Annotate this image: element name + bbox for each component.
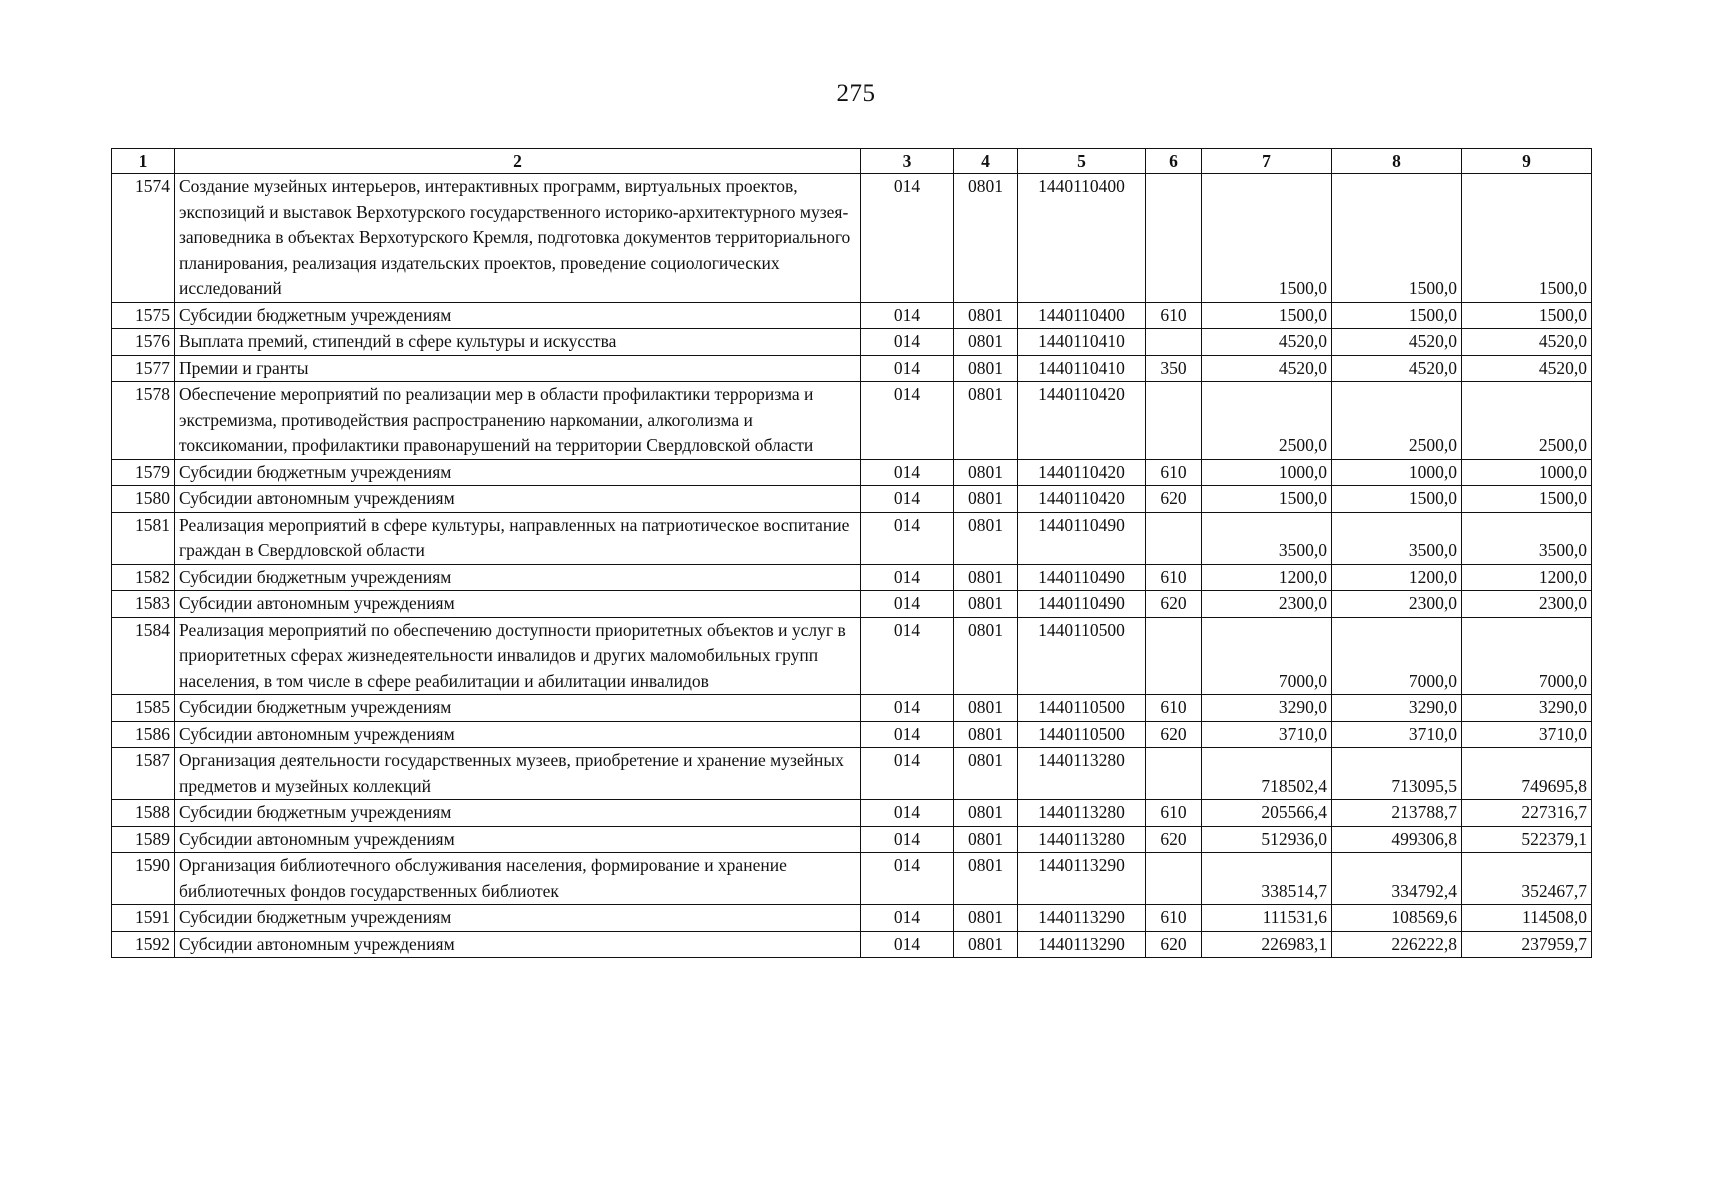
- row-col-9: 237959,7: [1462, 931, 1592, 958]
- row-col-3: 014: [861, 329, 954, 356]
- row-col-8: 108569,6: [1332, 905, 1462, 932]
- row-col-8: 7000,0: [1332, 617, 1462, 695]
- header-col-7: 7: [1202, 149, 1332, 174]
- row-col-8: 713095,5: [1332, 748, 1462, 800]
- row-col-5: 1440113290: [1018, 905, 1146, 932]
- table-row: [112, 382, 1592, 460]
- row-col-6: [1146, 748, 1202, 800]
- row-col-9: 1500,0: [1462, 302, 1592, 329]
- row-number: 1577: [112, 355, 175, 382]
- row-col-5: 1440113290: [1018, 931, 1146, 958]
- row-col-7: 111531,6: [1202, 905, 1332, 932]
- row-name: Создание музейных интерьеров, интерактивных программ, виртуальных проектов, экспозиций и выставок Верхотурского государственного историко-архитектурного музея-заповедника в объектах Верхотурского Кремля, подготовка документов территориального планирования, реализация издательских проектов, проведение социологических исследований: [175, 174, 861, 303]
- row-col-3: 014: [861, 302, 954, 329]
- header-row: [112, 149, 1592, 174]
- row-col-8: 3500,0: [1332, 512, 1462, 564]
- row-name: Субсидии автономным учреждениям: [175, 931, 861, 958]
- row-name: Выплата премий, стипендий в сфере культуры и искусства: [175, 329, 861, 356]
- row-col-9: 3290,0: [1462, 695, 1592, 722]
- row-col-5: 1440110400: [1018, 302, 1146, 329]
- table-row: [112, 302, 1592, 329]
- row-name: Премии и гранты: [175, 355, 861, 382]
- row-col-6: 620: [1146, 486, 1202, 513]
- table-row: [112, 174, 1592, 303]
- row-col-5: 1440113280: [1018, 800, 1146, 827]
- row-col-3: 014: [861, 355, 954, 382]
- budget-table: [111, 148, 1592, 958]
- table-row: [112, 931, 1592, 958]
- row-col-8: 1000,0: [1332, 459, 1462, 486]
- row-col-3: 014: [861, 382, 954, 460]
- row-number: 1585: [112, 695, 175, 722]
- row-col-8: 334792,4: [1332, 853, 1462, 905]
- row-col-5: 1440110500: [1018, 695, 1146, 722]
- row-col-5: 1440110500: [1018, 617, 1146, 695]
- row-name: Обеспечение мероприятий по реализации мер в области профилактики терроризма и экстремизма, противодействия распространению наркомании, алкоголизма и токсикомании, профилактики правонарушений на территории Свердловской области: [175, 382, 861, 460]
- table-row: [112, 617, 1592, 695]
- row-col-4: 0801: [954, 748, 1018, 800]
- table-row: [112, 512, 1592, 564]
- row-col-8: 4520,0: [1332, 329, 1462, 356]
- row-col-7: 226983,1: [1202, 931, 1332, 958]
- row-col-7: 512936,0: [1202, 826, 1332, 853]
- row-col-9: 4520,0: [1462, 329, 1592, 356]
- row-col-7: 1500,0: [1202, 302, 1332, 329]
- header-col-5: 5: [1018, 149, 1146, 174]
- table-row: [112, 329, 1592, 356]
- header-col-9: 9: [1462, 149, 1592, 174]
- row-col-5: 1440110490: [1018, 591, 1146, 618]
- row-col-9: 749695,8: [1462, 748, 1592, 800]
- row-col-6: 610: [1146, 905, 1202, 932]
- row-col-5: 1440110420: [1018, 382, 1146, 460]
- row-col-3: 014: [861, 800, 954, 827]
- row-col-7: 1500,0: [1202, 174, 1332, 303]
- row-name: Субсидии бюджетным учреждениям: [175, 695, 861, 722]
- row-col-6: [1146, 853, 1202, 905]
- row-col-9: 1200,0: [1462, 564, 1592, 591]
- row-col-3: 014: [861, 826, 954, 853]
- row-number: 1591: [112, 905, 175, 932]
- row-col-9: 2500,0: [1462, 382, 1592, 460]
- row-col-4: 0801: [954, 931, 1018, 958]
- row-col-4: 0801: [954, 800, 1018, 827]
- row-name: Организация библиотечного обслуживания населения, формирование и хранение библиотечных фондов государственных библиотек: [175, 853, 861, 905]
- row-col-3: 014: [861, 591, 954, 618]
- row-name: Субсидии автономным учреждениям: [175, 591, 861, 618]
- row-col-3: 014: [861, 931, 954, 958]
- row-col-7: 2500,0: [1202, 382, 1332, 460]
- row-number: 1592: [112, 931, 175, 958]
- row-number: 1580: [112, 486, 175, 513]
- table-row: [112, 486, 1592, 513]
- row-col-9: 1000,0: [1462, 459, 1592, 486]
- row-col-7: 205566,4: [1202, 800, 1332, 827]
- row-col-3: 014: [861, 748, 954, 800]
- row-col-8: 213788,7: [1332, 800, 1462, 827]
- row-col-9: 352467,7: [1462, 853, 1592, 905]
- table-row: [112, 826, 1592, 853]
- row-col-6: 620: [1146, 591, 1202, 618]
- row-col-5: 1440110500: [1018, 721, 1146, 748]
- table-header: [112, 149, 1592, 174]
- row-number: 1581: [112, 512, 175, 564]
- row-col-4: 0801: [954, 695, 1018, 722]
- row-number: 1590: [112, 853, 175, 905]
- row-col-8: 3290,0: [1332, 695, 1462, 722]
- row-col-6: [1146, 174, 1202, 303]
- row-col-4: 0801: [954, 721, 1018, 748]
- row-col-9: 1500,0: [1462, 174, 1592, 303]
- row-col-5: 1440113290: [1018, 853, 1146, 905]
- row-col-7: 7000,0: [1202, 617, 1332, 695]
- row-col-8: 1500,0: [1332, 486, 1462, 513]
- table-row: [112, 800, 1592, 827]
- row-col-9: 227316,7: [1462, 800, 1592, 827]
- header-col-3: 3: [861, 149, 954, 174]
- row-col-6: 610: [1146, 695, 1202, 722]
- row-col-8: 499306,8: [1332, 826, 1462, 853]
- row-number: 1576: [112, 329, 175, 356]
- row-col-6: 620: [1146, 826, 1202, 853]
- row-col-3: 014: [861, 486, 954, 513]
- row-col-7: 4520,0: [1202, 355, 1332, 382]
- row-col-7: 3710,0: [1202, 721, 1332, 748]
- row-name: Субсидии автономным учреждениям: [175, 721, 861, 748]
- row-col-8: 2300,0: [1332, 591, 1462, 618]
- page-number: 275: [836, 80, 876, 107]
- row-col-5: 1440110410: [1018, 329, 1146, 356]
- row-col-5: 1440110410: [1018, 355, 1146, 382]
- row-number: 1574: [112, 174, 175, 303]
- row-col-4: 0801: [954, 853, 1018, 905]
- table-row: [112, 459, 1592, 486]
- row-col-4: 0801: [954, 486, 1018, 513]
- row-col-5: 1440110490: [1018, 564, 1146, 591]
- row-col-4: 0801: [954, 302, 1018, 329]
- header-col-2: 2: [175, 149, 861, 174]
- row-name: Организация деятельности государственных музеев, приобретение и хранение музейных предметов и музейных коллекций: [175, 748, 861, 800]
- row-col-4: 0801: [954, 459, 1018, 486]
- row-col-8: 1500,0: [1332, 174, 1462, 303]
- row-col-9: 3500,0: [1462, 512, 1592, 564]
- row-col-4: 0801: [954, 905, 1018, 932]
- row-col-8: 3710,0: [1332, 721, 1462, 748]
- row-col-4: 0801: [954, 591, 1018, 618]
- header-col-6: 6: [1146, 149, 1202, 174]
- row-name: Субсидии бюджетным учреждениям: [175, 905, 861, 932]
- row-name: Субсидии бюджетным учреждениям: [175, 302, 861, 329]
- row-col-4: 0801: [954, 826, 1018, 853]
- row-col-6: 350: [1146, 355, 1202, 382]
- row-col-9: 1500,0: [1462, 486, 1592, 513]
- row-col-7: 3290,0: [1202, 695, 1332, 722]
- row-col-7: 4520,0: [1202, 329, 1332, 356]
- row-name: Реализация мероприятий по обеспечению доступности приоритетных объектов и услуг в приоритетных сферах жизнедеятельности инвалидов и других маломобильных групп населения, в том числе в сфере реабилитации и абилитации инвалидов: [175, 617, 861, 695]
- row-col-7: 718502,4: [1202, 748, 1332, 800]
- row-number: 1588: [112, 800, 175, 827]
- row-col-8: 2500,0: [1332, 382, 1462, 460]
- table-row: [112, 564, 1592, 591]
- table-row: [112, 721, 1592, 748]
- row-col-6: 610: [1146, 800, 1202, 827]
- row-col-5: 1440110490: [1018, 512, 1146, 564]
- row-col-3: 014: [861, 512, 954, 564]
- row-col-3: 014: [861, 174, 954, 303]
- row-col-6: 620: [1146, 931, 1202, 958]
- row-number: 1583: [112, 591, 175, 618]
- row-number: 1584: [112, 617, 175, 695]
- row-col-3: 014: [861, 721, 954, 748]
- row-col-9: 114508,0: [1462, 905, 1592, 932]
- row-col-3: 014: [861, 564, 954, 591]
- row-col-8: 4520,0: [1332, 355, 1462, 382]
- row-col-6: [1146, 382, 1202, 460]
- row-col-6: 610: [1146, 564, 1202, 591]
- row-col-6: [1146, 329, 1202, 356]
- row-col-5: 1440110420: [1018, 486, 1146, 513]
- row-col-8: 226222,8: [1332, 931, 1462, 958]
- row-name: Субсидии бюджетным учреждениям: [175, 459, 861, 486]
- row-col-9: 3710,0: [1462, 721, 1592, 748]
- row-col-3: 014: [861, 617, 954, 695]
- row-number: 1575: [112, 302, 175, 329]
- row-name: Субсидии автономным учреждениям: [175, 486, 861, 513]
- header-col-1: 1: [112, 149, 175, 174]
- row-col-9: 4520,0: [1462, 355, 1592, 382]
- row-col-6: [1146, 512, 1202, 564]
- row-number: 1582: [112, 564, 175, 591]
- row-col-6: 610: [1146, 302, 1202, 329]
- table-row: [112, 853, 1592, 905]
- row-col-3: 014: [861, 459, 954, 486]
- row-col-9: 522379,1: [1462, 826, 1592, 853]
- row-col-4: 0801: [954, 512, 1018, 564]
- row-col-6: [1146, 617, 1202, 695]
- row-number: 1586: [112, 721, 175, 748]
- row-col-7: 1500,0: [1202, 486, 1332, 513]
- row-col-5: 1440113280: [1018, 748, 1146, 800]
- row-col-3: 014: [861, 853, 954, 905]
- row-col-7: 1200,0: [1202, 564, 1332, 591]
- row-name: Субсидии автономным учреждениям: [175, 826, 861, 853]
- row-col-7: 2300,0: [1202, 591, 1332, 618]
- row-col-6: 610: [1146, 459, 1202, 486]
- row-col-6: 620: [1146, 721, 1202, 748]
- row-col-8: 1500,0: [1332, 302, 1462, 329]
- row-col-5: 1440110400: [1018, 174, 1146, 303]
- table-row: [112, 748, 1592, 800]
- row-col-8: 1200,0: [1332, 564, 1462, 591]
- row-col-4: 0801: [954, 617, 1018, 695]
- row-col-7: 1000,0: [1202, 459, 1332, 486]
- row-col-4: 0801: [954, 329, 1018, 356]
- table-row: [112, 591, 1592, 618]
- row-number: 1589: [112, 826, 175, 853]
- row-col-3: 014: [861, 695, 954, 722]
- header-col-4: 4: [954, 149, 1018, 174]
- row-col-7: 338514,7: [1202, 853, 1332, 905]
- table-row: [112, 355, 1592, 382]
- row-col-3: 014: [861, 905, 954, 932]
- row-number: 1578: [112, 382, 175, 460]
- row-col-9: 2300,0: [1462, 591, 1592, 618]
- row-col-4: 0801: [954, 355, 1018, 382]
- row-col-5: 1440113280: [1018, 826, 1146, 853]
- row-col-5: 1440110420: [1018, 459, 1146, 486]
- table-row: [112, 905, 1592, 932]
- table-body: [112, 174, 1592, 958]
- table-row: [112, 695, 1592, 722]
- row-number: 1587: [112, 748, 175, 800]
- row-name: Субсидии бюджетным учреждениям: [175, 800, 861, 827]
- row-number: 1579: [112, 459, 175, 486]
- row-name: Субсидии бюджетным учреждениям: [175, 564, 861, 591]
- row-col-7: 3500,0: [1202, 512, 1332, 564]
- header-col-8: 8: [1332, 149, 1462, 174]
- row-col-9: 7000,0: [1462, 617, 1592, 695]
- row-col-4: 0801: [954, 174, 1018, 303]
- row-col-4: 0801: [954, 564, 1018, 591]
- row-name: Реализация мероприятий в сфере культуры, направленных на патриотическое воспитание граждан в Свердловской области: [175, 512, 861, 564]
- row-col-4: 0801: [954, 382, 1018, 460]
